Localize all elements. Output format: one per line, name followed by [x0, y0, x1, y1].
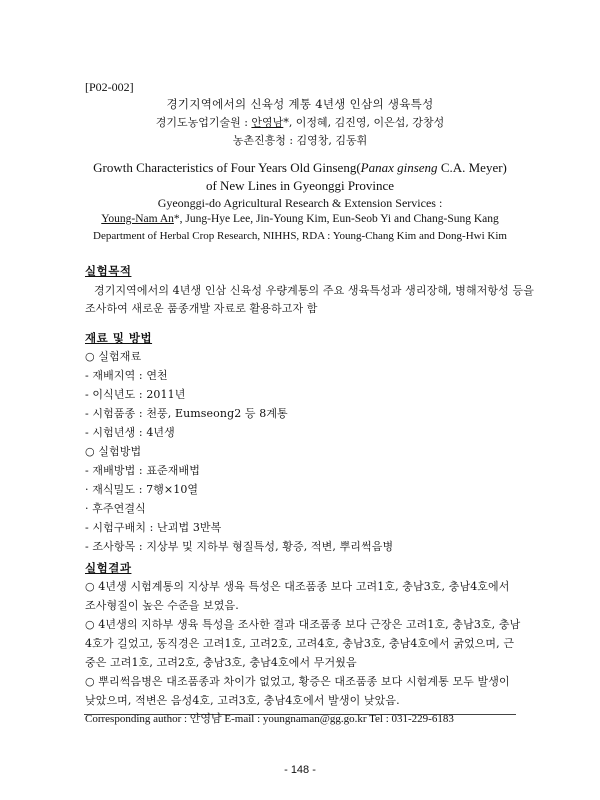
methods-item: ○ 실험재료 — [85, 350, 142, 363]
results-heading: 실험결과 — [85, 561, 132, 575]
methods-item: - 재배지역 : 연천 — [85, 369, 168, 382]
english-title-part2: C.A. Meyer) — [437, 160, 507, 175]
english-lead-author: Young-Nam An — [101, 213, 174, 225]
methods-item: - 이식년도 : 2011년 — [85, 388, 186, 401]
results-line: 중은 고려1호, 고려2호, 충남3호, 충남4호에서 무거웠음 — [85, 656, 357, 669]
methods-item: · 재식밀도 : 7행×10열 — [85, 483, 199, 496]
korean-authors-line1 — [0, 114, 600, 130]
korean-lead-author: 안영남 — [251, 116, 284, 129]
korean-affiliation1: 경기도농업기술원 : — [155, 116, 252, 129]
purpose-line2: 조사하여 새로운 품종개발 자료로 활용하고자 함 — [85, 302, 318, 315]
methods-item: · 후주연결식 — [85, 502, 146, 515]
methods-item: - 시험구배치 : 난괴법 3반복 — [85, 521, 222, 534]
corresponding-author: Corresponding author : 안영남 E-mail : youngnaman@gg.go.kr Tel : 031-229-6183 — [85, 713, 454, 725]
english-coauthors: *, Jung-Hye Lee, Jin-Young Kim, Eun-Seob Yi and Chang-Sung Kang — [173, 213, 499, 225]
english-title-species: Panax ginseng — [360, 160, 438, 175]
english-authors — [0, 213, 600, 225]
results-line: ○ 뿌리썩음병은 대조품종과 차이가 없었고, 황증은 대조품종 보다 시험계통 모두 발생이 — [85, 675, 510, 688]
english-department: Department of Herbal Crop Research, NIHHS, RDA : Young-Chang Kim and Dong-Hwi Kim — [93, 230, 507, 242]
methods-item: - 시험품종 : 천풍, Eumseong2 등 8계통 — [85, 407, 288, 420]
results-line: ○ 4년생의 지하부 생육 특성을 조사한 결과 대조품종 보다 근장은 고려1호, 충남3호, 충남 — [85, 618, 521, 631]
methods-item: - 시험년생 : 4년생 — [85, 426, 175, 439]
results-line: 조사형질이 높은 수준을 보였음. — [85, 599, 239, 612]
page-number: - 148 - — [284, 764, 316, 776]
english-title-part1: Growth Characteristics of Four Years Old Ginseng( — [93, 160, 361, 175]
english-title-line2: of New Lines in Gyeonggi Province — [205, 178, 395, 193]
abstract-code: [P02-002] — [85, 80, 134, 94]
korean-title: 경기지역에서의 신육성 계통 4년생 인삼의 생육특성 — [166, 97, 434, 111]
korean-authors-line2: 농촌진흥청 : 김영창, 김동휘 — [232, 134, 368, 147]
methods-item: - 조사항목 : 지상부 및 지하부 형질특성, 황증, 적변, 뿌리썩음병 — [85, 540, 394, 553]
purpose-line1: 경기지역에서의 4년생 인삼 신육성 우량계통의 주요 생육특성과 생리장해, 병해저항성 등을 — [94, 284, 534, 297]
korean-coauthors: *, 이정혜, 김진영, 이은섭, 강창성 — [283, 116, 445, 129]
methods-item: ○ 실험방법 — [85, 445, 142, 458]
english-affiliation: Gyeonggi-do Agricultural Research & Extension Services : — [157, 196, 443, 210]
methods-heading: 재료 및 방법 — [85, 331, 153, 345]
results-line: 4호가 길었고, 동직경은 고려1호, 고려2호, 고려4호, 충남3호, 충남4호에서 굵었으며, 근 — [85, 637, 515, 650]
methods-item: - 재배방법 : 표준재배법 — [85, 464, 200, 477]
results-line: 낮았으며, 적변은 음성4호, 고려3호, 충남4호에서 발생이 낮았음. — [85, 694, 400, 707]
purpose-heading: 실험목적 — [85, 264, 132, 278]
results-line: ○ 4년생 시험계통의 지상부 생육 특성은 대조품종 보다 고려1호, 충남3호, 충남4호에서 — [85, 580, 510, 593]
english-title-line1 — [0, 160, 600, 176]
